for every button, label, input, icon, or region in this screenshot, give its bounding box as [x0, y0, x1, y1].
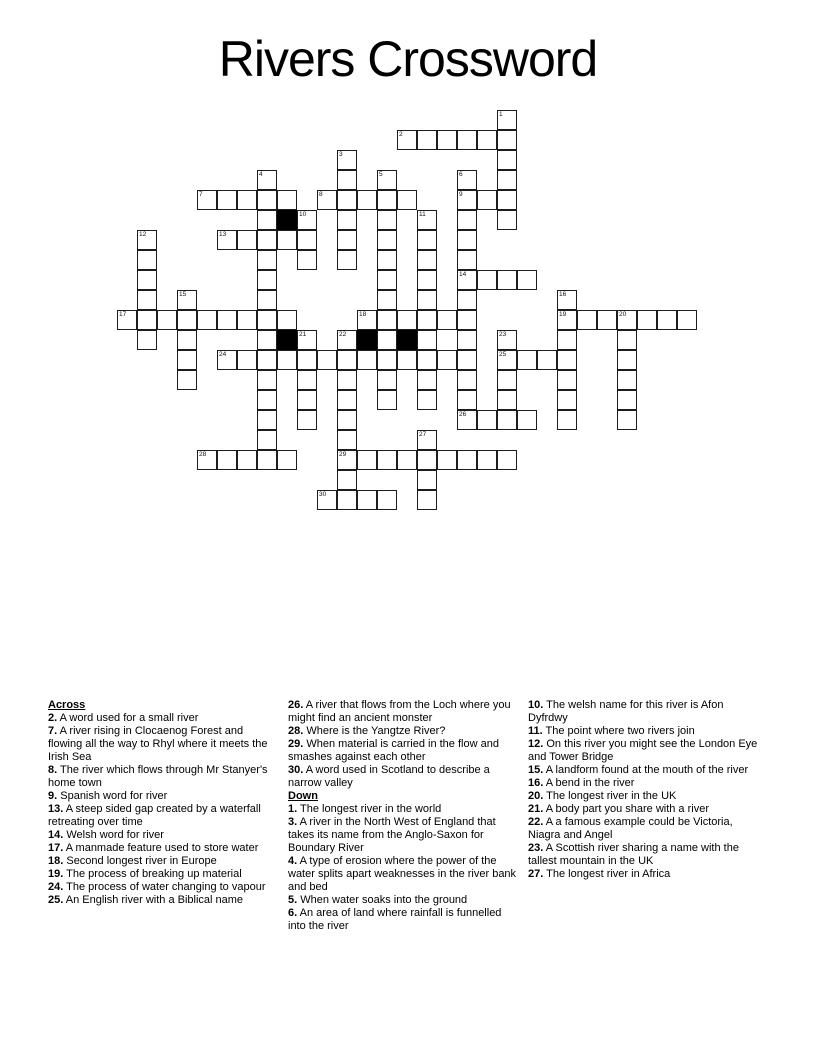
grid-cell[interactable] [497, 370, 517, 390]
grid-cell[interactable] [397, 450, 417, 470]
grid-cell[interactable] [457, 270, 477, 290]
grid-cell[interactable] [217, 230, 237, 250]
clue-item: 8. The river which flows through Mr Stanyer's home town [48, 764, 268, 789]
grid-cell[interactable] [397, 190, 417, 210]
grid-cell[interactable] [457, 210, 477, 230]
grid-cell[interactable] [257, 210, 277, 230]
grid-cell[interactable] [557, 290, 577, 310]
clues-column-2 [288, 699, 520, 933]
grid-cell[interactable] [377, 170, 397, 190]
grid-cell[interactable] [377, 250, 397, 270]
cell-number: 10 [299, 211, 307, 218]
grid-cell[interactable] [357, 190, 377, 210]
cell-number: 3 [339, 151, 343, 158]
grid-cell[interactable] [237, 350, 257, 370]
cell-number: 15 [179, 291, 187, 298]
grid-cell[interactable] [337, 450, 357, 470]
grid-cell[interactable] [197, 310, 217, 330]
grid-cell[interactable] [617, 350, 637, 370]
grid-cell[interactable] [497, 170, 517, 190]
grid-cell[interactable] [257, 410, 277, 430]
grid-cell[interactable] [377, 230, 397, 250]
grid-cell[interactable] [617, 310, 637, 330]
cell-number: 24 [219, 351, 227, 358]
grid-cell[interactable] [137, 330, 157, 350]
grid-cell[interactable] [297, 210, 317, 230]
grid-cell[interactable] [477, 410, 497, 430]
grid-cell[interactable] [377, 390, 397, 410]
clue-number: 9. [48, 790, 58, 802]
grid-cell[interactable] [557, 410, 577, 430]
grid-cell[interactable] [677, 310, 697, 330]
grid-cell[interactable] [457, 370, 477, 390]
clue-number: 6. [288, 907, 298, 919]
grid-cell[interactable] [457, 450, 477, 470]
grid-cell[interactable] [397, 130, 417, 150]
grid-cell[interactable] [317, 190, 337, 210]
grid-cell[interactable] [377, 290, 397, 310]
grid-cell[interactable] [557, 390, 577, 410]
grid-cell[interactable] [337, 330, 357, 350]
grid-cell[interactable] [297, 410, 317, 430]
clue-item: 20. The longest river in the UK [528, 790, 677, 802]
grid-cell[interactable] [337, 230, 357, 250]
grid-cell[interactable] [117, 310, 137, 330]
clue-item: 4. A type of erosion where the power of the water splits apart weaknesses in the river bank and bed [288, 855, 517, 893]
clue-number: 15. [528, 764, 544, 776]
clue-number: 25. [48, 894, 64, 906]
cell-number: 1 [499, 111, 503, 118]
cell-number: 16 [559, 291, 567, 298]
cell-number: 19 [559, 311, 567, 318]
grid-cell[interactable] [497, 330, 517, 350]
grid-cell[interactable] [377, 350, 397, 370]
grid-cell[interactable] [197, 450, 217, 470]
grid-cell[interactable] [277, 450, 297, 470]
grid-cell[interactable] [457, 350, 477, 370]
grid-cell[interactable] [417, 490, 437, 510]
grid-cell[interactable] [217, 190, 237, 210]
clue-item: 2. A word used for a small river [48, 712, 199, 724]
cell-number: 21 [299, 331, 307, 338]
clue-number: 4. [288, 855, 298, 867]
grid-cell[interactable] [257, 330, 277, 350]
clue-item: 3. A river in the North West of England that takes its name from the Anglo-Saxon for Boundary River [288, 816, 496, 854]
clue-number: 14. [48, 829, 64, 841]
clue-item: 24. The process of water changing to vapour [48, 881, 266, 893]
grid-cell[interactable] [337, 190, 357, 210]
cell-number: 25 [499, 351, 507, 358]
grid-cell[interactable] [297, 350, 317, 370]
grid-cell[interactable] [177, 370, 197, 390]
clue-number: 11. [528, 725, 543, 737]
cell-number: 2 [399, 131, 403, 138]
clue-number: 16. [528, 777, 544, 789]
grid-cell[interactable] [437, 450, 457, 470]
grid-cell[interactable] [457, 250, 477, 270]
grid-cell[interactable] [337, 170, 357, 190]
clue-item: 7. A river rising in Clocaenog Forest and flowing all the way to Rhyl where it meets the Irish Sea [48, 725, 268, 763]
grid-cell[interactable] [417, 290, 437, 310]
clue-number: 17. [48, 842, 64, 854]
grid-cell[interactable] [417, 470, 437, 490]
grid-cell[interactable] [497, 450, 517, 470]
clue-number: 24. [48, 881, 64, 893]
grid-cell[interactable] [377, 450, 397, 470]
grid-cell[interactable] [417, 130, 437, 150]
grid-cell[interactable] [457, 310, 477, 330]
grid-cell[interactable] [497, 210, 517, 230]
cell-number: 11 [419, 211, 426, 218]
cell-number: 23 [499, 331, 507, 338]
grid-cell[interactable] [617, 370, 637, 390]
grid-cell[interactable] [497, 150, 517, 170]
clue-item: 28. Where is the Yangtze River? [288, 725, 446, 737]
clue-number: 27. [528, 868, 544, 880]
grid-cell[interactable] [497, 270, 517, 290]
clue-number: 2. [48, 712, 58, 724]
grid-cell[interactable] [277, 350, 297, 370]
grid-cell[interactable] [497, 130, 517, 150]
grid-cell[interactable] [557, 370, 577, 390]
grid-cell[interactable] [257, 450, 277, 470]
grid-cell[interactable] [217, 450, 237, 470]
grid-cell[interactable] [497, 350, 517, 370]
clue-number: 23. [528, 842, 544, 854]
grid-cell[interactable] [257, 430, 277, 450]
clue-number: 22. [528, 816, 544, 828]
grid-cell[interactable] [337, 490, 357, 510]
grid-cell[interactable] [457, 130, 477, 150]
clue-item: 18. Second longest river in Europe [48, 855, 217, 867]
clue-number: 5. [288, 894, 298, 906]
clues-section [48, 699, 770, 933]
grid-cell[interactable] [457, 330, 477, 350]
cell-number: 8 [319, 191, 323, 198]
grid-cell[interactable] [137, 250, 157, 270]
cell-number: 14 [459, 271, 467, 278]
clue-item: 12. On this river you might see the London Eye and Tower Bridge [528, 738, 758, 763]
clue-item: 16. A bend in the river [528, 777, 635, 789]
grid-cell[interactable] [237, 450, 257, 470]
black-cell [277, 210, 297, 230]
clue-item: 6. An area of land where rainfall is funnelled into the river [288, 907, 502, 932]
grid-cell[interactable] [257, 190, 277, 210]
grid-cell[interactable] [477, 190, 497, 210]
grid-cell[interactable] [497, 190, 517, 210]
black-cell [397, 330, 417, 350]
grid-cell[interactable] [257, 350, 277, 370]
grid-cell[interactable] [517, 350, 537, 370]
grid-cell[interactable] [177, 310, 197, 330]
clue-number: 21. [528, 803, 544, 815]
grid-cell[interactable] [437, 130, 457, 150]
cell-number: 30 [319, 491, 327, 498]
grid-cell[interactable] [377, 310, 397, 330]
grid-cell[interactable] [557, 310, 577, 330]
cell-number: 26 [459, 411, 467, 418]
grid-cell[interactable] [417, 310, 437, 330]
grid-cell[interactable] [337, 390, 357, 410]
grid-cell[interactable] [377, 270, 397, 290]
clue-number: 10. [528, 699, 544, 711]
grid-cell[interactable] [637, 310, 657, 330]
grid-cell[interactable] [457, 170, 477, 190]
clue-item: 29. When material is carried in the flow and smashes against each other [288, 738, 499, 763]
cell-number: 5 [379, 171, 383, 178]
cell-number: 12 [139, 231, 147, 238]
grid-cell[interactable] [417, 210, 437, 230]
grid-cell[interactable] [297, 330, 317, 350]
grid-cell[interactable] [137, 310, 157, 330]
grid-cell[interactable] [257, 310, 277, 330]
grid-cell[interactable] [477, 450, 497, 470]
clue-number: 13. [48, 803, 64, 815]
clue-number: 20. [528, 790, 544, 802]
grid-cell[interactable] [337, 410, 357, 430]
clue-item: 10. The welsh name for this river is Afon Dyfrdwy [528, 699, 724, 724]
grid-cell[interactable] [457, 410, 477, 430]
down-header: Down [288, 790, 318, 802]
grid-cell[interactable] [257, 270, 277, 290]
grid-cell[interactable] [517, 410, 537, 430]
cell-number: 7 [199, 191, 203, 198]
clue-number: 18. [48, 855, 64, 867]
clue-item: 26. A river that flows from the Loch where you might find an ancient monster [288, 699, 511, 724]
grid-cell[interactable] [217, 350, 237, 370]
grid-cell[interactable] [417, 230, 437, 250]
grid-cell[interactable] [177, 350, 197, 370]
grid-cell[interactable] [377, 370, 397, 390]
clue-number: 7. [48, 725, 58, 737]
clue-item: 17. A manmade feature used to store water [48, 842, 259, 854]
grid-cell[interactable] [337, 470, 357, 490]
clue-number: 19. [48, 868, 64, 880]
grid-cell[interactable] [577, 310, 597, 330]
grid-cell[interactable] [337, 430, 357, 450]
grid-cell[interactable] [417, 270, 437, 290]
grid-cell[interactable] [457, 230, 477, 250]
grid-cell[interactable] [277, 310, 297, 330]
grid-cell[interactable] [257, 250, 277, 270]
black-cell [357, 330, 377, 350]
grid-cell[interactable] [337, 350, 357, 370]
grid-cell[interactable] [437, 350, 457, 370]
grid-cell[interactable] [397, 310, 417, 330]
grid-cell[interactable] [377, 330, 397, 350]
clue-item: 22. A a famous example could be Victoria, Niagra and Angel [528, 816, 733, 841]
clue-item: 14. Welsh word for river [48, 829, 164, 841]
grid-cell[interactable] [137, 270, 157, 290]
grid-cell[interactable] [397, 350, 417, 370]
grid-cell[interactable] [297, 390, 317, 410]
clue-item: 13. A steep sided gap created by a waterfall retreating over time [48, 803, 261, 828]
grid-cell[interactable] [357, 350, 377, 370]
grid-cell[interactable] [337, 150, 357, 170]
clue-number: 28. [288, 725, 304, 737]
clue-item: 5. When water soaks into the ground [288, 894, 468, 906]
clue-number: 29. [288, 738, 304, 750]
grid-cell[interactable] [237, 230, 257, 250]
grid-cell[interactable] [417, 430, 437, 450]
grid-cell[interactable] [617, 390, 637, 410]
grid-cell[interactable] [277, 230, 297, 250]
grid-cell[interactable] [257, 370, 277, 390]
clue-item: 27. The longest river in Africa [528, 868, 671, 880]
page-title: Rivers Crossword [218, 31, 598, 87]
cell-number: 27 [419, 431, 427, 438]
clue-item: 19. The process of breaking up material [48, 868, 242, 880]
clue-number: 30. [288, 764, 304, 776]
cell-number: 20 [619, 311, 627, 318]
grid-cell[interactable] [337, 370, 357, 390]
grid-cell[interactable] [237, 310, 257, 330]
clue-number: 8. [48, 764, 58, 776]
grid-cell[interactable] [357, 450, 377, 470]
clue-item: 25. An English river with a Biblical name [48, 894, 244, 906]
cell-number: 17 [119, 311, 127, 318]
grid-cell[interactable] [417, 330, 437, 350]
clue-number: 1. [288, 803, 298, 815]
grid-cell[interactable] [377, 190, 397, 210]
grid-cell[interactable] [317, 350, 337, 370]
grid-cell[interactable] [457, 390, 477, 410]
grid-cell[interactable] [297, 250, 317, 270]
grid-cell[interactable] [497, 410, 517, 430]
grid-cell[interactable] [377, 210, 397, 230]
grid-cell[interactable] [417, 350, 437, 370]
grid-cell[interactable] [177, 330, 197, 350]
clue-item: 21. A body part you share with a river [528, 803, 709, 815]
grid-cell[interactable] [377, 490, 397, 510]
grid-cell[interactable] [497, 110, 517, 130]
cell-number: 9 [459, 191, 463, 198]
grid-cell[interactable] [617, 330, 637, 350]
grid-cell[interactable] [137, 230, 157, 250]
grid-cell[interactable] [517, 270, 537, 290]
grid-cell[interactable] [217, 310, 237, 330]
grid-cell[interactable] [537, 350, 557, 370]
grid-cell[interactable] [417, 390, 437, 410]
grid-cell[interactable] [557, 330, 577, 350]
clue-item: 15. A landform found at the mouth of the river [528, 764, 749, 776]
cell-number: 29 [339, 451, 347, 458]
grid-cell[interactable] [477, 270, 497, 290]
grid-cell[interactable] [317, 490, 337, 510]
grid-cell[interactable] [257, 390, 277, 410]
cell-number: 13 [219, 231, 227, 238]
clue-number: 12. [528, 738, 544, 750]
grid-cell[interactable] [297, 230, 317, 250]
clue-item: 1. The longest river in the world [288, 803, 442, 815]
grid-cell[interactable] [297, 370, 317, 390]
grid-cell[interactable] [417, 250, 437, 270]
black-cell [277, 330, 297, 350]
grid-cell[interactable] [457, 290, 477, 310]
clues-column-1 [48, 699, 280, 933]
grid-cell[interactable] [337, 250, 357, 270]
grid-cell[interactable] [357, 310, 377, 330]
grid-cell[interactable] [597, 310, 617, 330]
grid-cell[interactable] [257, 290, 277, 310]
clue-item: 9. Spanish word for river [48, 790, 168, 802]
grid-cell[interactable] [417, 370, 437, 390]
grid-cell[interactable] [657, 310, 677, 330]
clues-column-3 [528, 699, 760, 933]
grid-cell[interactable] [477, 130, 497, 150]
grid-cell[interactable] [157, 310, 177, 330]
grid-cell[interactable] [357, 490, 377, 510]
grid-cell[interactable] [337, 210, 357, 230]
grid-cell[interactable] [497, 390, 517, 410]
clue-number: 26. [288, 699, 304, 711]
clue-item: 11. The point where two rivers join [528, 725, 695, 737]
clue-item: 23. A Scottish river sharing a name with the tallest mountain in the UK [528, 842, 739, 867]
cell-number: 22 [339, 331, 347, 338]
grid-cell[interactable] [557, 350, 577, 370]
clue-number: 3. [288, 816, 298, 828]
cell-number: 6 [459, 171, 463, 178]
grid-cell[interactable] [197, 190, 217, 210]
grid-cell[interactable] [617, 410, 637, 430]
grid-cell[interactable] [137, 290, 157, 310]
grid-cell[interactable] [457, 190, 477, 210]
grid-cell[interactable] [237, 190, 257, 210]
grid-cell[interactable] [417, 450, 437, 470]
grid-cell[interactable] [257, 230, 277, 250]
grid-cell[interactable] [277, 190, 297, 210]
grid-cell[interactable] [257, 170, 277, 190]
grid-cell[interactable] [177, 290, 197, 310]
clue-item: 30. A word used in Scotland to describe a narrow valley [288, 764, 490, 789]
cell-number: 28 [199, 451, 207, 458]
grid-cell[interactable] [437, 310, 457, 330]
cell-number: 4 [259, 171, 263, 178]
across-header: Across [48, 699, 86, 711]
cell-number: 18 [359, 311, 367, 318]
